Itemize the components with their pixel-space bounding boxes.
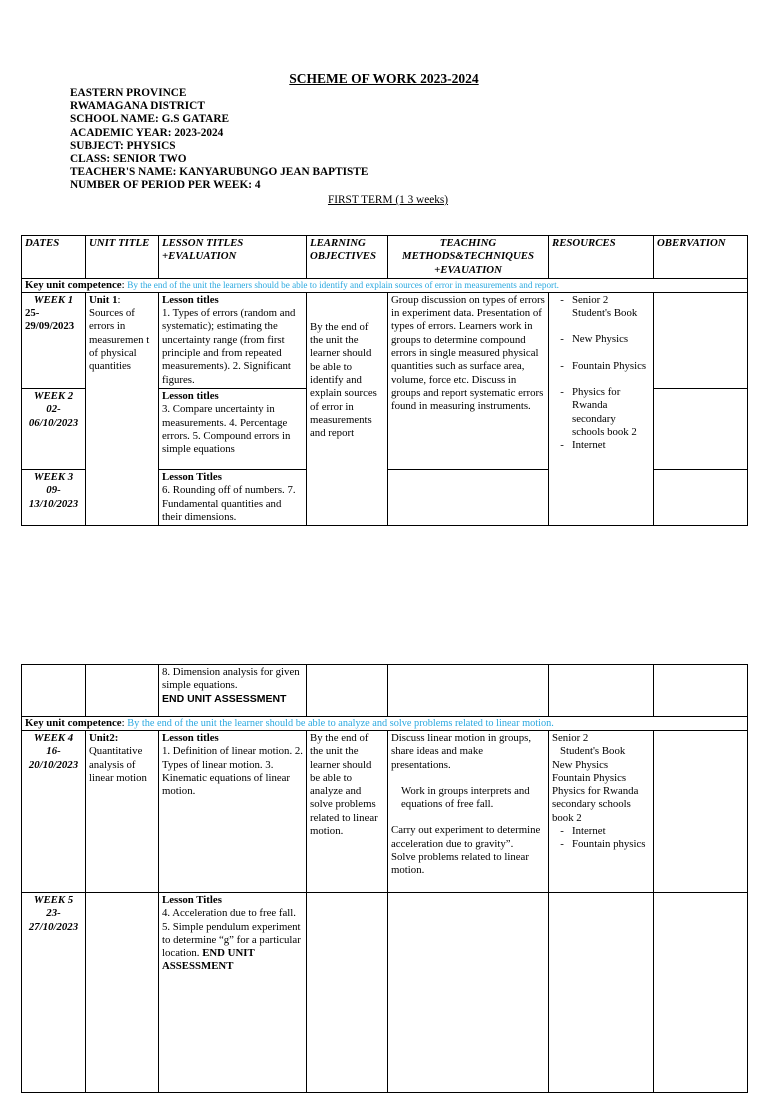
key-unit-competence: Key unit competence: By the end of the unit the learners should be able to identify and explain sources of error in measurements and report. xyxy=(22,278,748,292)
objectives-cell xyxy=(307,893,388,1093)
lesson-cell: Lesson Titles 4. Acceleration due to free fall. 5. Simple pendulum experiment to determine “g” for a particular location. END UNIT ASSESSMENT xyxy=(159,893,307,1093)
table-row xyxy=(22,893,748,1093)
unit-title-cell: Unit2: Quantitative analysis of linear motion xyxy=(86,731,159,893)
header-teacher: TEACHER'S NAME: KANYARUBUNGO JEAN BAPTISTE xyxy=(70,166,369,179)
col-teaching-methods: TEACHING METHODS&TECHNIQUES +EVAUATION xyxy=(388,236,549,279)
objectives-cell: By the end of the unit the learner should be able to identify and explain sources of error in measurements and report xyxy=(307,292,388,525)
scheme-table-page-2 xyxy=(21,664,748,1093)
header-subject: SUBJECT: PHYSICS xyxy=(70,139,176,152)
unit-title-cell xyxy=(86,893,159,1093)
col-resources: RESOURCES xyxy=(549,236,654,279)
objectives-cell: By the end of the unit the learner should be able to analyze and solve problems related to linear motion. xyxy=(307,731,388,893)
col-observation: OBERVATION xyxy=(654,236,748,279)
resources-cell xyxy=(549,292,654,525)
week-cell: WEEK 1 25-29/09/2023 xyxy=(22,292,86,388)
scheme-table-page-1 xyxy=(21,235,748,526)
list-item: - New Physics xyxy=(560,333,629,346)
table-header-row xyxy=(22,236,748,279)
unit-title-cell xyxy=(86,665,159,717)
lesson-cell: Lesson titles 3. Compare uncertainty in measurements. 4. Percentage errors. 5. Compound errors in simple equations xyxy=(159,388,307,469)
col-lesson-titles: LESSON TITLES +EVALUATION xyxy=(159,236,307,279)
observation-cell xyxy=(654,292,748,388)
list-item: - Fountain Physics xyxy=(560,359,647,372)
list-item: - Fountain physics xyxy=(560,838,646,851)
methods-cell xyxy=(388,469,549,525)
header-province: EASTERN PROVINCE xyxy=(70,87,187,99)
table-row xyxy=(22,292,748,388)
table-row xyxy=(22,731,748,893)
competence-row xyxy=(22,278,748,292)
document-title: SCHEME OF WORK 2023-2024 xyxy=(289,71,479,86)
week-cell: WEEK 2 02-06/10/2023 xyxy=(22,388,86,469)
methods-cell xyxy=(388,665,549,717)
observation-cell xyxy=(654,731,748,893)
resources-cell: Senior 2 Student's Book New Physics Fountain Physics Physics for Rwanda secondary schools book 2 - Internet - Fountain physics xyxy=(549,731,654,893)
week-cell: WEEK 4 16-20/10/2023 xyxy=(22,731,86,893)
week-cell: WEEK 3 09-13/10/2023 xyxy=(22,469,86,525)
list-item: - Physics for Rwanda secondary schools book 2 xyxy=(560,386,637,438)
methods-cell: Discuss linear motion in groups, share ideas and make presentations. Work in groups interprets and equations of free fall. Carry out experiment to determine acceleration due to gravity”. Solve problems related to linear motion. xyxy=(388,731,549,893)
competence-row xyxy=(22,717,748,731)
observation-cell xyxy=(654,469,748,525)
methods-cell xyxy=(388,893,549,1093)
observation-cell xyxy=(654,665,748,717)
objectives-cell xyxy=(307,665,388,717)
lesson-cell: Lesson titles 1. Types of errors (random and systematic); estimating the uncertainty range (from first principle and from repeated measurements). 2. Significant figures. xyxy=(159,292,307,388)
col-learning-objectives: LEARNING OBJECTIVES xyxy=(307,236,388,279)
list-item: - Senior 2 Student's Book xyxy=(560,293,638,320)
lesson-cell: 8. Dimension analysis for given simple equations. END UNIT ASSESSMENT xyxy=(159,665,307,717)
unit-title-cell: Unit 1: Sources of errors in measuremen t of physical quantities xyxy=(86,292,159,525)
list-item: - Internet xyxy=(560,439,606,452)
week-cell xyxy=(22,665,86,717)
col-dates: DATES xyxy=(22,236,86,279)
lesson-cell: Lesson Titles 6. Rounding off of numbers. 7. Fundamental quantities and their dimensions. xyxy=(159,469,307,525)
observation-cell xyxy=(654,893,748,1093)
methods-cell: Group discussion on types of errors in experiment data. Presentation of types of errors. Learners work in groups to determine compound errors in single measured physical quantities such as surface area, volume, force etc. Discuss in groups and report systematic errors found in measuring instruments. xyxy=(388,292,549,469)
resources-cell xyxy=(549,665,654,717)
header-school: SCHOOL NAME: G.S GATARE xyxy=(70,113,230,126)
header-class: CLASS: SENIOR TWO xyxy=(70,153,187,166)
document-header xyxy=(70,87,368,193)
header-periods: NUMBER OF PERIOD PER WEEK: 4 xyxy=(70,179,261,192)
table-row xyxy=(22,665,748,717)
resources-cell xyxy=(549,893,654,1093)
observation-cell xyxy=(654,388,748,469)
header-district: RWAMAGANA DISTRICT xyxy=(70,100,205,113)
term-heading: FIRST TERM (1 3 weeks) xyxy=(327,194,449,206)
key-unit-competence: Key unit competence: By the end of the unit the learner should be able to analyze and solve problems related to linear motion. xyxy=(22,717,748,731)
week-cell: WEEK 5 23-27/10/2023 xyxy=(22,893,86,1093)
lesson-cell: Lesson titles 1. Definition of linear motion. 2. Types of linear motion. 3. Kinematic equations of linear motion. xyxy=(159,731,307,893)
col-unit-title: UNIT TITLE xyxy=(86,236,159,279)
header-academic-year: ACADEMIC YEAR: 2023-2024 xyxy=(70,126,224,139)
list-item: - Internet xyxy=(560,825,606,838)
